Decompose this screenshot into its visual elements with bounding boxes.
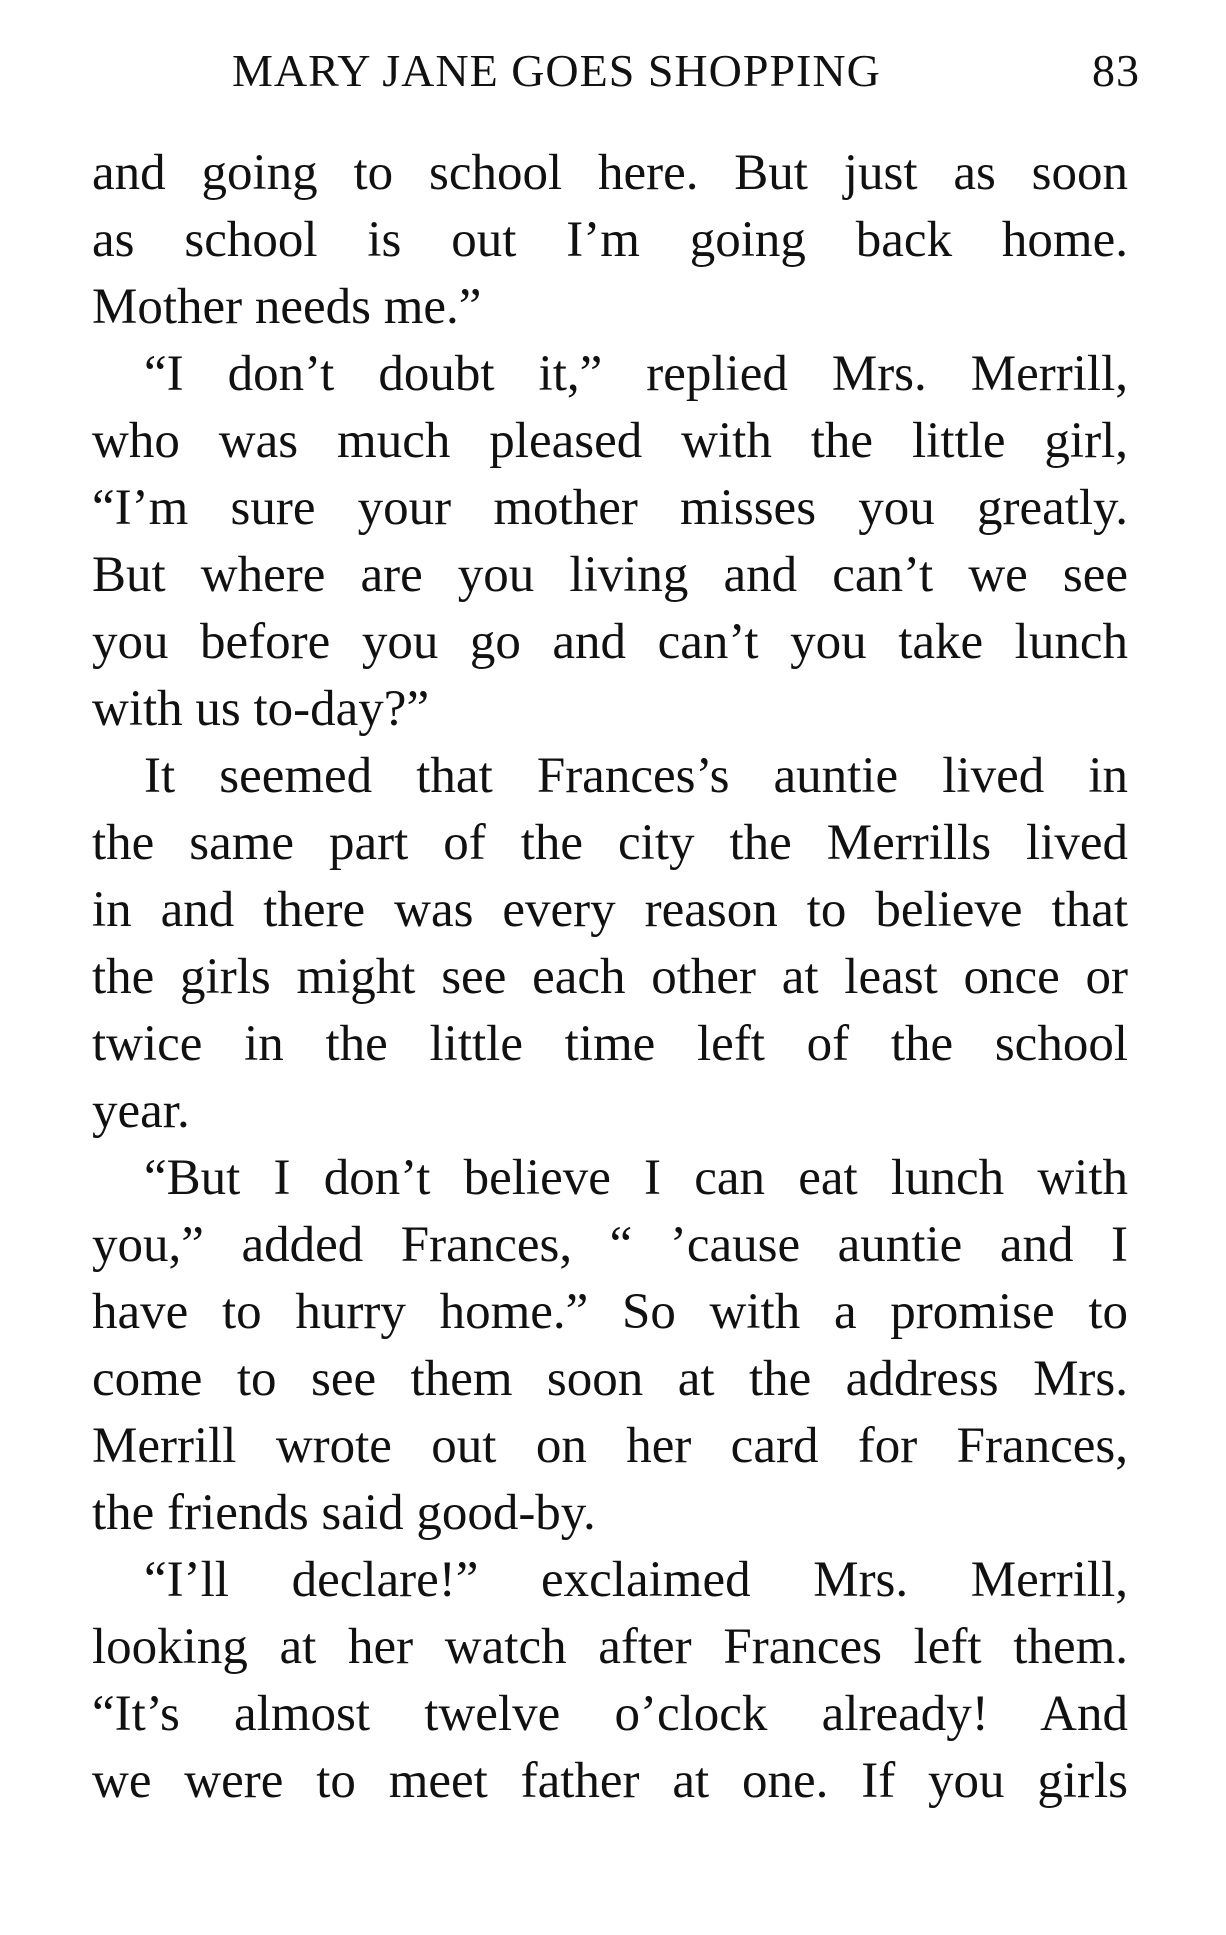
running-head	[232, 44, 1140, 104]
text-line: the girls might see each other at least once or	[92, 949, 1128, 1005]
text-line: Mother needs me.”	[92, 279, 482, 335]
text-line: “It’s almost twelve o’clock already! And	[92, 1686, 1128, 1742]
page-number: 83	[1092, 45, 1140, 96]
running-title: MARY JANE GOES SHOPPING	[232, 45, 881, 96]
text-line: the same part of the city the Merrills lived	[92, 815, 1128, 871]
text-line: come to see them soon at the address Mrs.	[92, 1351, 1128, 1407]
text-line: “I’ll declare!” exclaimed Mrs. Merrill,	[144, 1552, 1128, 1608]
text-line: as school is out I’m going back home.	[92, 212, 1128, 268]
text-line: you,” added Frances, “ ’cause auntie and I	[92, 1217, 1128, 1273]
text-line: who was much pleased with the little girl,	[92, 413, 1128, 469]
body-text	[92, 140, 1128, 1815]
text-line: in and there was every reason to believe that	[92, 882, 1128, 938]
text-line: with us to-day?”	[92, 681, 430, 737]
text-line: “I’m sure your mother misses you greatly.	[92, 480, 1128, 536]
text-line: the friends said good-by.	[92, 1485, 596, 1541]
text-line: and going to school here. But just as soon	[92, 145, 1128, 201]
text-line: we were to meet father at one. If you girls	[92, 1753, 1128, 1809]
text-line: It seemed that Frances’s auntie lived in	[144, 748, 1128, 804]
text-line: “But I don’t believe I can eat lunch with	[144, 1150, 1128, 1206]
text-line: looking at her watch after Frances left them.	[92, 1619, 1128, 1675]
text-line: Merrill wrote out on her card for Frances,	[92, 1418, 1128, 1474]
text-line: But where are you living and can’t we see	[92, 547, 1128, 603]
text-line: “I don’t doubt it,” replied Mrs. Merrill,	[144, 346, 1128, 402]
text-line: you before you go and can’t you take lunch	[92, 614, 1128, 670]
text-line: twice in the little time left of the school	[92, 1016, 1128, 1072]
text-line: year.	[92, 1083, 190, 1139]
text-line: have to hurry home.” So with a promise to	[92, 1284, 1128, 1340]
